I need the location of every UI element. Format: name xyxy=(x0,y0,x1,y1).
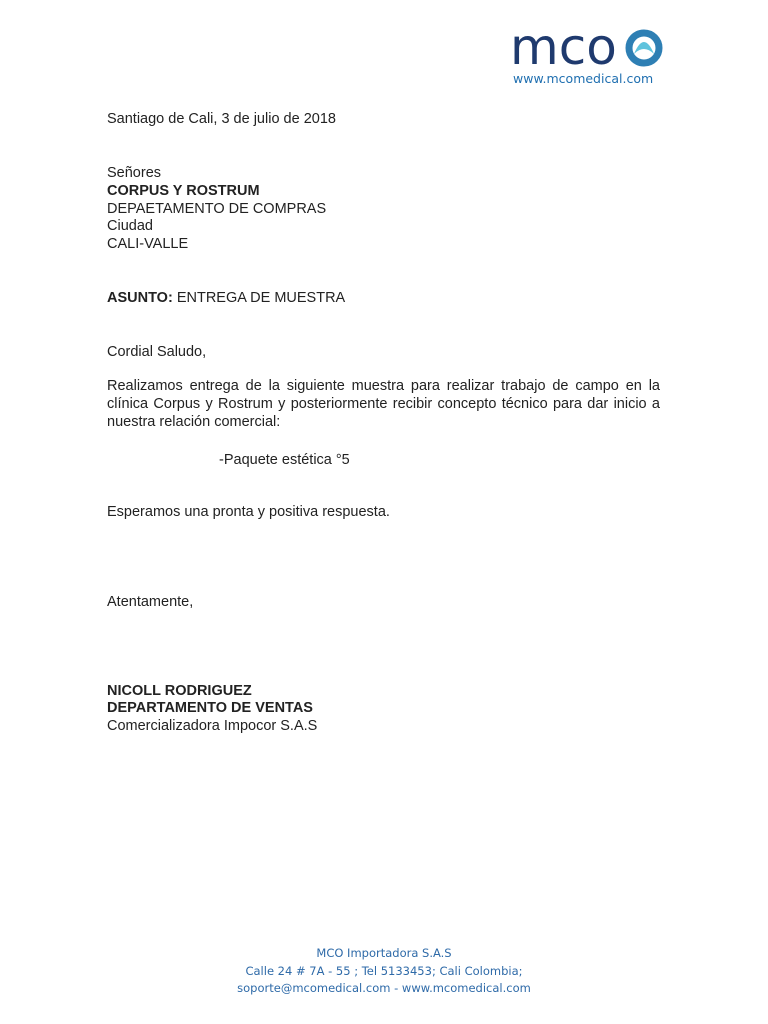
sample-item: -Paquete estética °5 xyxy=(219,452,350,468)
body-paragraph: Realizamos entrega de la siguiente muestra para realizar trabajo de campo en la clínica Corpus y Rostrum y posteriormente recibir concepto técnico para dar inicio a nuestra relación comercial: xyxy=(107,378,660,430)
logo-url: www.mcomedical.com xyxy=(513,71,654,86)
recipient-city-line: Ciudad xyxy=(107,218,153,234)
subject-value: ENTREGA DE MUESTRA xyxy=(176,290,346,306)
sign-off: Atentamente, xyxy=(107,594,194,610)
logo-drop-icon xyxy=(634,42,654,54)
subject-label: ASUNTO: xyxy=(107,290,173,306)
subject-line xyxy=(107,289,345,307)
recipient-location: CALI-VALLE xyxy=(107,236,189,252)
greeting: Cordial Saludo, xyxy=(107,344,207,360)
footer-address: Calle 24 # 7A - 55 ; Tel 5133453; Cali Colombia; xyxy=(245,964,523,978)
signer-name: NICOLL RODRIGUEZ xyxy=(107,683,252,699)
closing-line: Esperamos una pronta y positiva respuesta. xyxy=(107,504,390,520)
company-logo xyxy=(510,24,670,90)
footer-contact: soporte@mcomedical.com - www.mcomedical.com xyxy=(237,981,531,995)
footer-company: MCO Importadora S.A.S xyxy=(316,946,452,960)
recipient-salutation: Señores xyxy=(107,165,162,181)
logo-text: mco xyxy=(510,24,617,72)
mco-logo-icon xyxy=(510,24,670,72)
recipient-department: DEPAETAMENTO DE COMPRAS xyxy=(107,201,327,217)
recipient-company: CORPUS Y ROSTRUM xyxy=(107,183,260,199)
signer-company: Comercializadora Impocor S.A.S xyxy=(107,718,318,734)
signer-department: DEPARTAMENTO DE VENTAS xyxy=(107,700,313,716)
date-line: Santiago de Cali, 3 de julio de 2018 xyxy=(107,111,336,127)
